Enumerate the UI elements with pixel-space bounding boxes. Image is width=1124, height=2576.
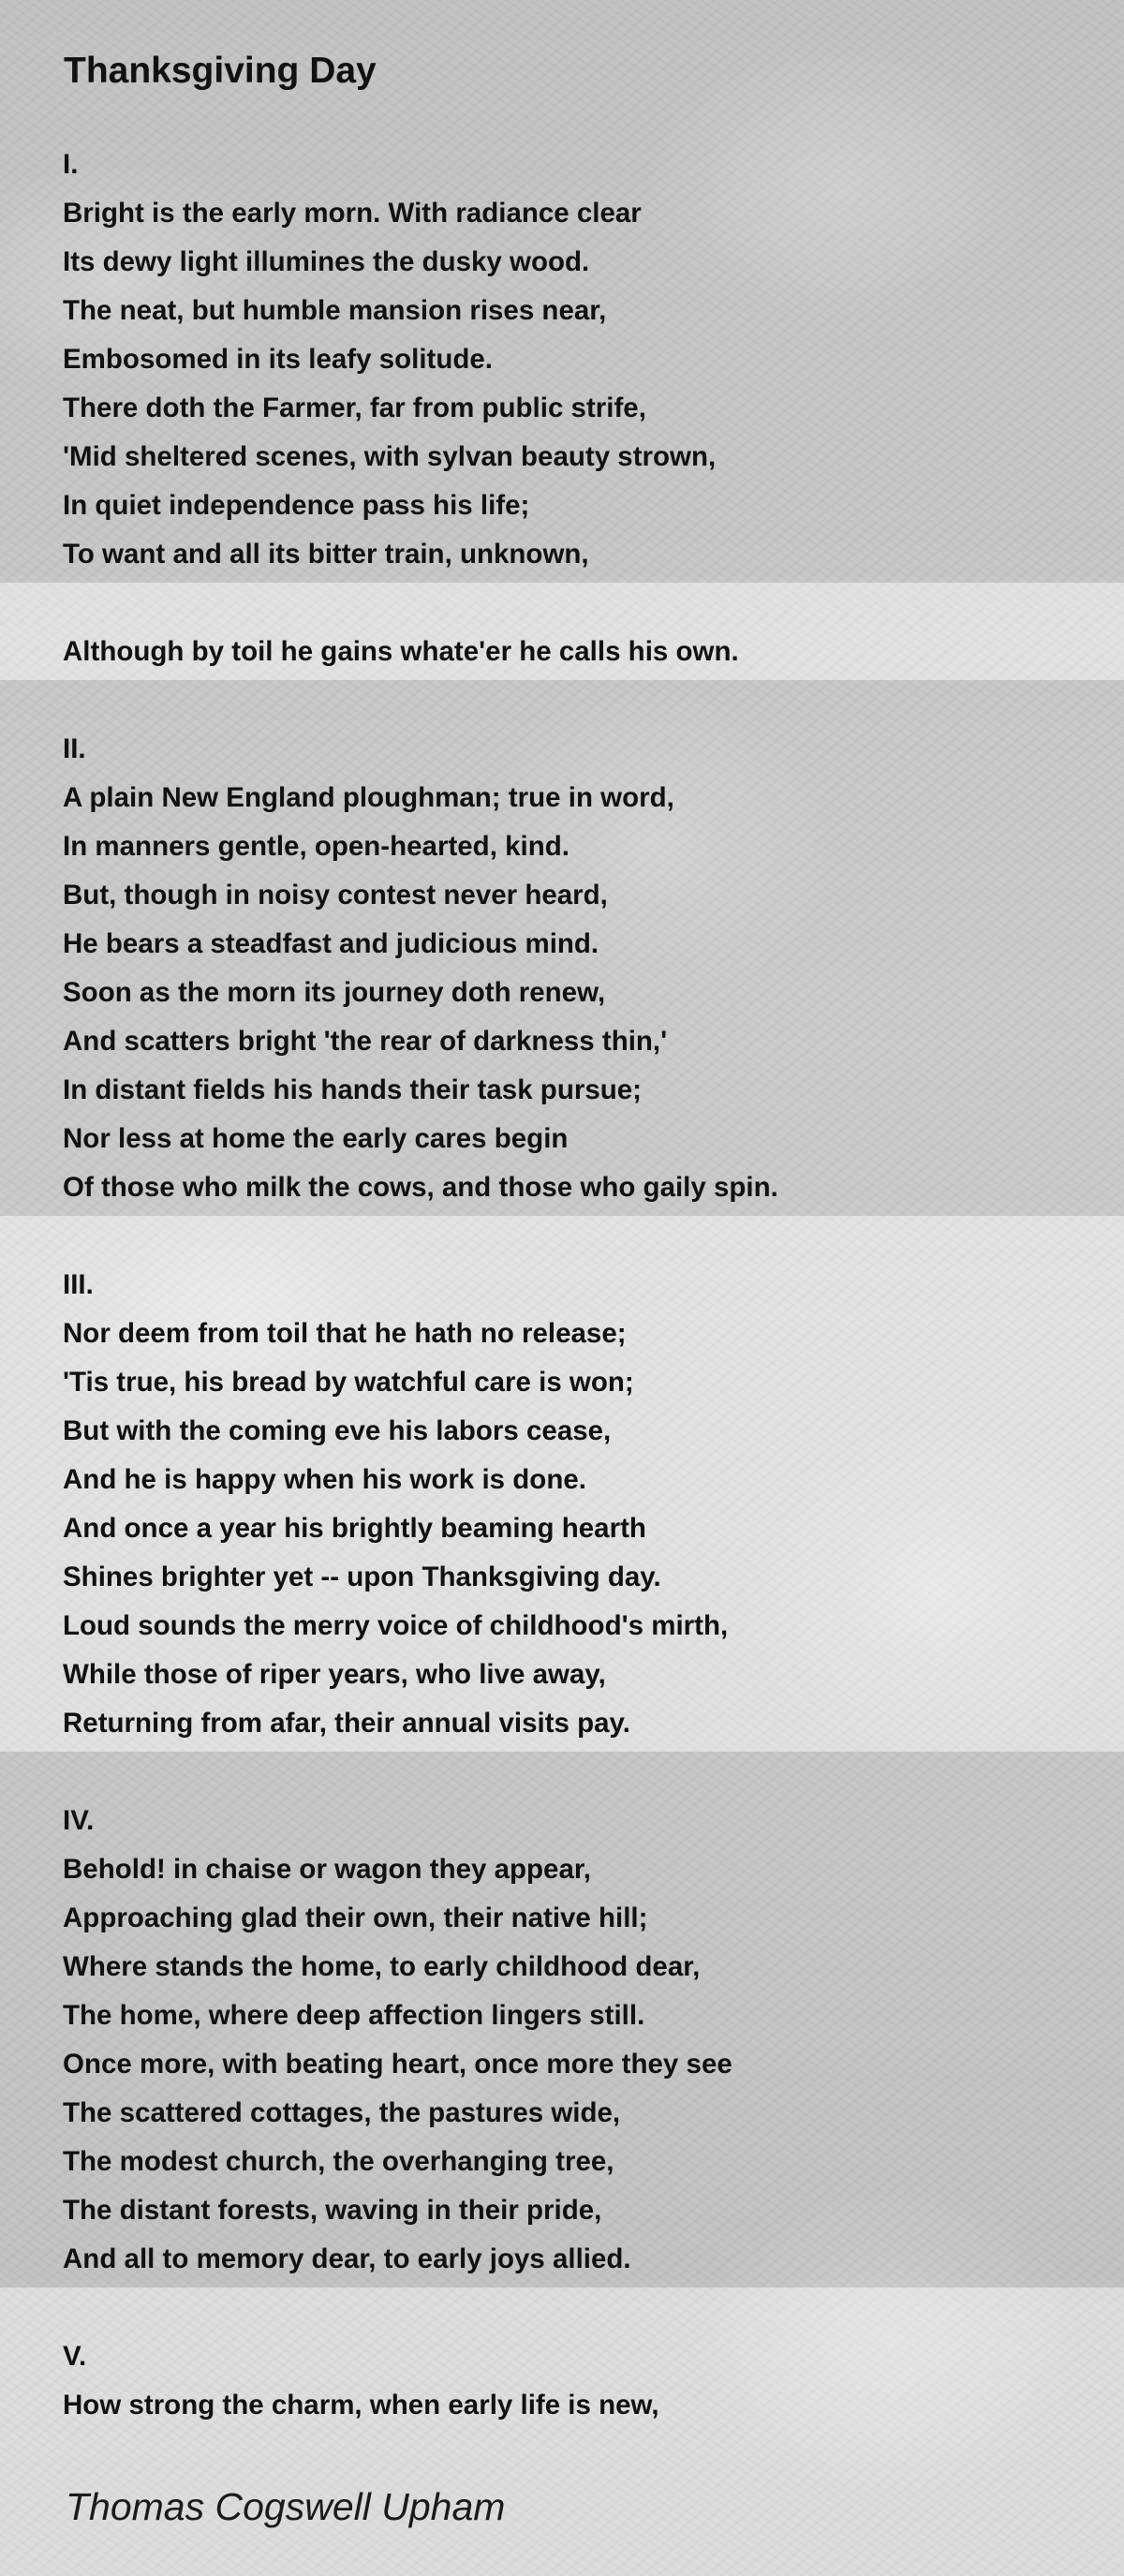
stanza	[63, 628, 1093, 676]
poem-line: How strong the charm, when early life is new,	[63, 2390, 659, 2421]
poem-line: The scattered cottages, the pastures wide,	[63, 2097, 621, 2128]
poem-line: Where stands the home, to early childhood dear,	[63, 1951, 701, 1982]
stanza	[63, 2332, 1093, 2430]
stanza-gap	[63, 579, 1093, 628]
poem-line: And scatters bright 'the rear of darkness thin,'	[63, 1026, 668, 1057]
poem-line: He bears a steadfast and judicious mind.	[63, 928, 599, 959]
poem-line: Soon as the morn its journey doth renew,	[63, 977, 606, 1008]
poem-author: Thomas Cogswell Upham	[66, 2485, 506, 2528]
poem-line: In manners gentle, open-hearted, kind.	[63, 831, 569, 862]
stanza	[63, 725, 1093, 1212]
poem-line: 'Tis true, his bread by watchful care is won;	[63, 1367, 634, 1398]
poem-line: Nor less at home the early cares begin	[63, 1123, 569, 1154]
poem-line: Although by toil he gains whate'er he calls his own.	[63, 636, 739, 667]
stanza-number: V.	[63, 2341, 87, 2372]
poem-line: There doth the Farmer, far from public strife,	[63, 392, 646, 423]
stanza	[63, 1261, 1093, 1748]
poem-line: But with the coming eve his labors cease,	[63, 1415, 612, 1446]
poem-line: In distant fields his hands their task pursue;	[63, 1074, 642, 1105]
poem-line: To want and all its bitter train, unknown,	[63, 539, 589, 570]
poem-line: Shines brighter yet -- upon Thanksgiving day.	[63, 1562, 661, 1592]
poem-line: And he is happy when his work is done.	[63, 1464, 586, 1495]
stanza	[63, 1797, 1093, 2284]
poem-line: Of those who milk the cows, and those who gaily spin.	[63, 1172, 778, 1203]
poem-line: The home, where deep affection lingers still.	[63, 2000, 645, 2031]
poem-line: Bright is the early morn. With radiance clear	[63, 198, 642, 229]
poem-line: A plain New England ploughman; true in word,	[63, 782, 674, 813]
poem-line: Its dewy light illumines the dusky wood.	[63, 246, 590, 277]
poem-line: Loud sounds the merry voice of childhood's mirth,	[63, 1610, 729, 1641]
poem-line: 'Mid sheltered scenes, with sylvan beauty strown,	[63, 441, 717, 472]
poem-line: The neat, but humble mansion rises near,	[63, 295, 607, 326]
stanza-gap	[63, 2284, 1093, 2332]
poem-line: Nor deem from toil that he hath no release;	[63, 1318, 627, 1349]
stanza-number: IV.	[63, 1805, 95, 1836]
poem-line: And once a year his brightly beaming hearth	[63, 1513, 646, 1544]
poem-line: Returning from afar, their annual visits pay.	[63, 1708, 630, 1739]
stanza-number: III.	[63, 1269, 94, 1300]
stanza	[63, 141, 1093, 579]
poem-line: Approaching glad their own, their native hill;	[63, 1902, 648, 1933]
poem-line: The modest church, the overhanging tree,	[63, 2146, 614, 2177]
stanza-number: I.	[63, 149, 79, 180]
poem-title: Thanksgiving Day	[64, 51, 377, 91]
poem-line: Behold! in chaise or wagon they appear,	[63, 1854, 591, 1885]
stanza-gap	[63, 1212, 1093, 1261]
stanza-gap	[63, 1748, 1093, 1797]
poem-line: The distant forests, waving in their pride,	[63, 2195, 602, 2226]
poem-line: In quiet independence pass his life;	[63, 490, 530, 521]
poem-body	[63, 141, 1093, 2430]
poem-line: While those of riper years, who live away,	[63, 1659, 606, 1690]
poem-line: And all to memory dear, to early joys allied.	[63, 2243, 631, 2274]
poem-line: Embosomed in its leafy solitude.	[63, 344, 493, 375]
poem-line: Once more, with beating heart, once more they see	[63, 2049, 732, 2080]
poem-line: But, though in noisy contest never heard,	[63, 880, 608, 910]
stanza-gap	[63, 676, 1093, 725]
stanza-number: II.	[63, 733, 86, 764]
